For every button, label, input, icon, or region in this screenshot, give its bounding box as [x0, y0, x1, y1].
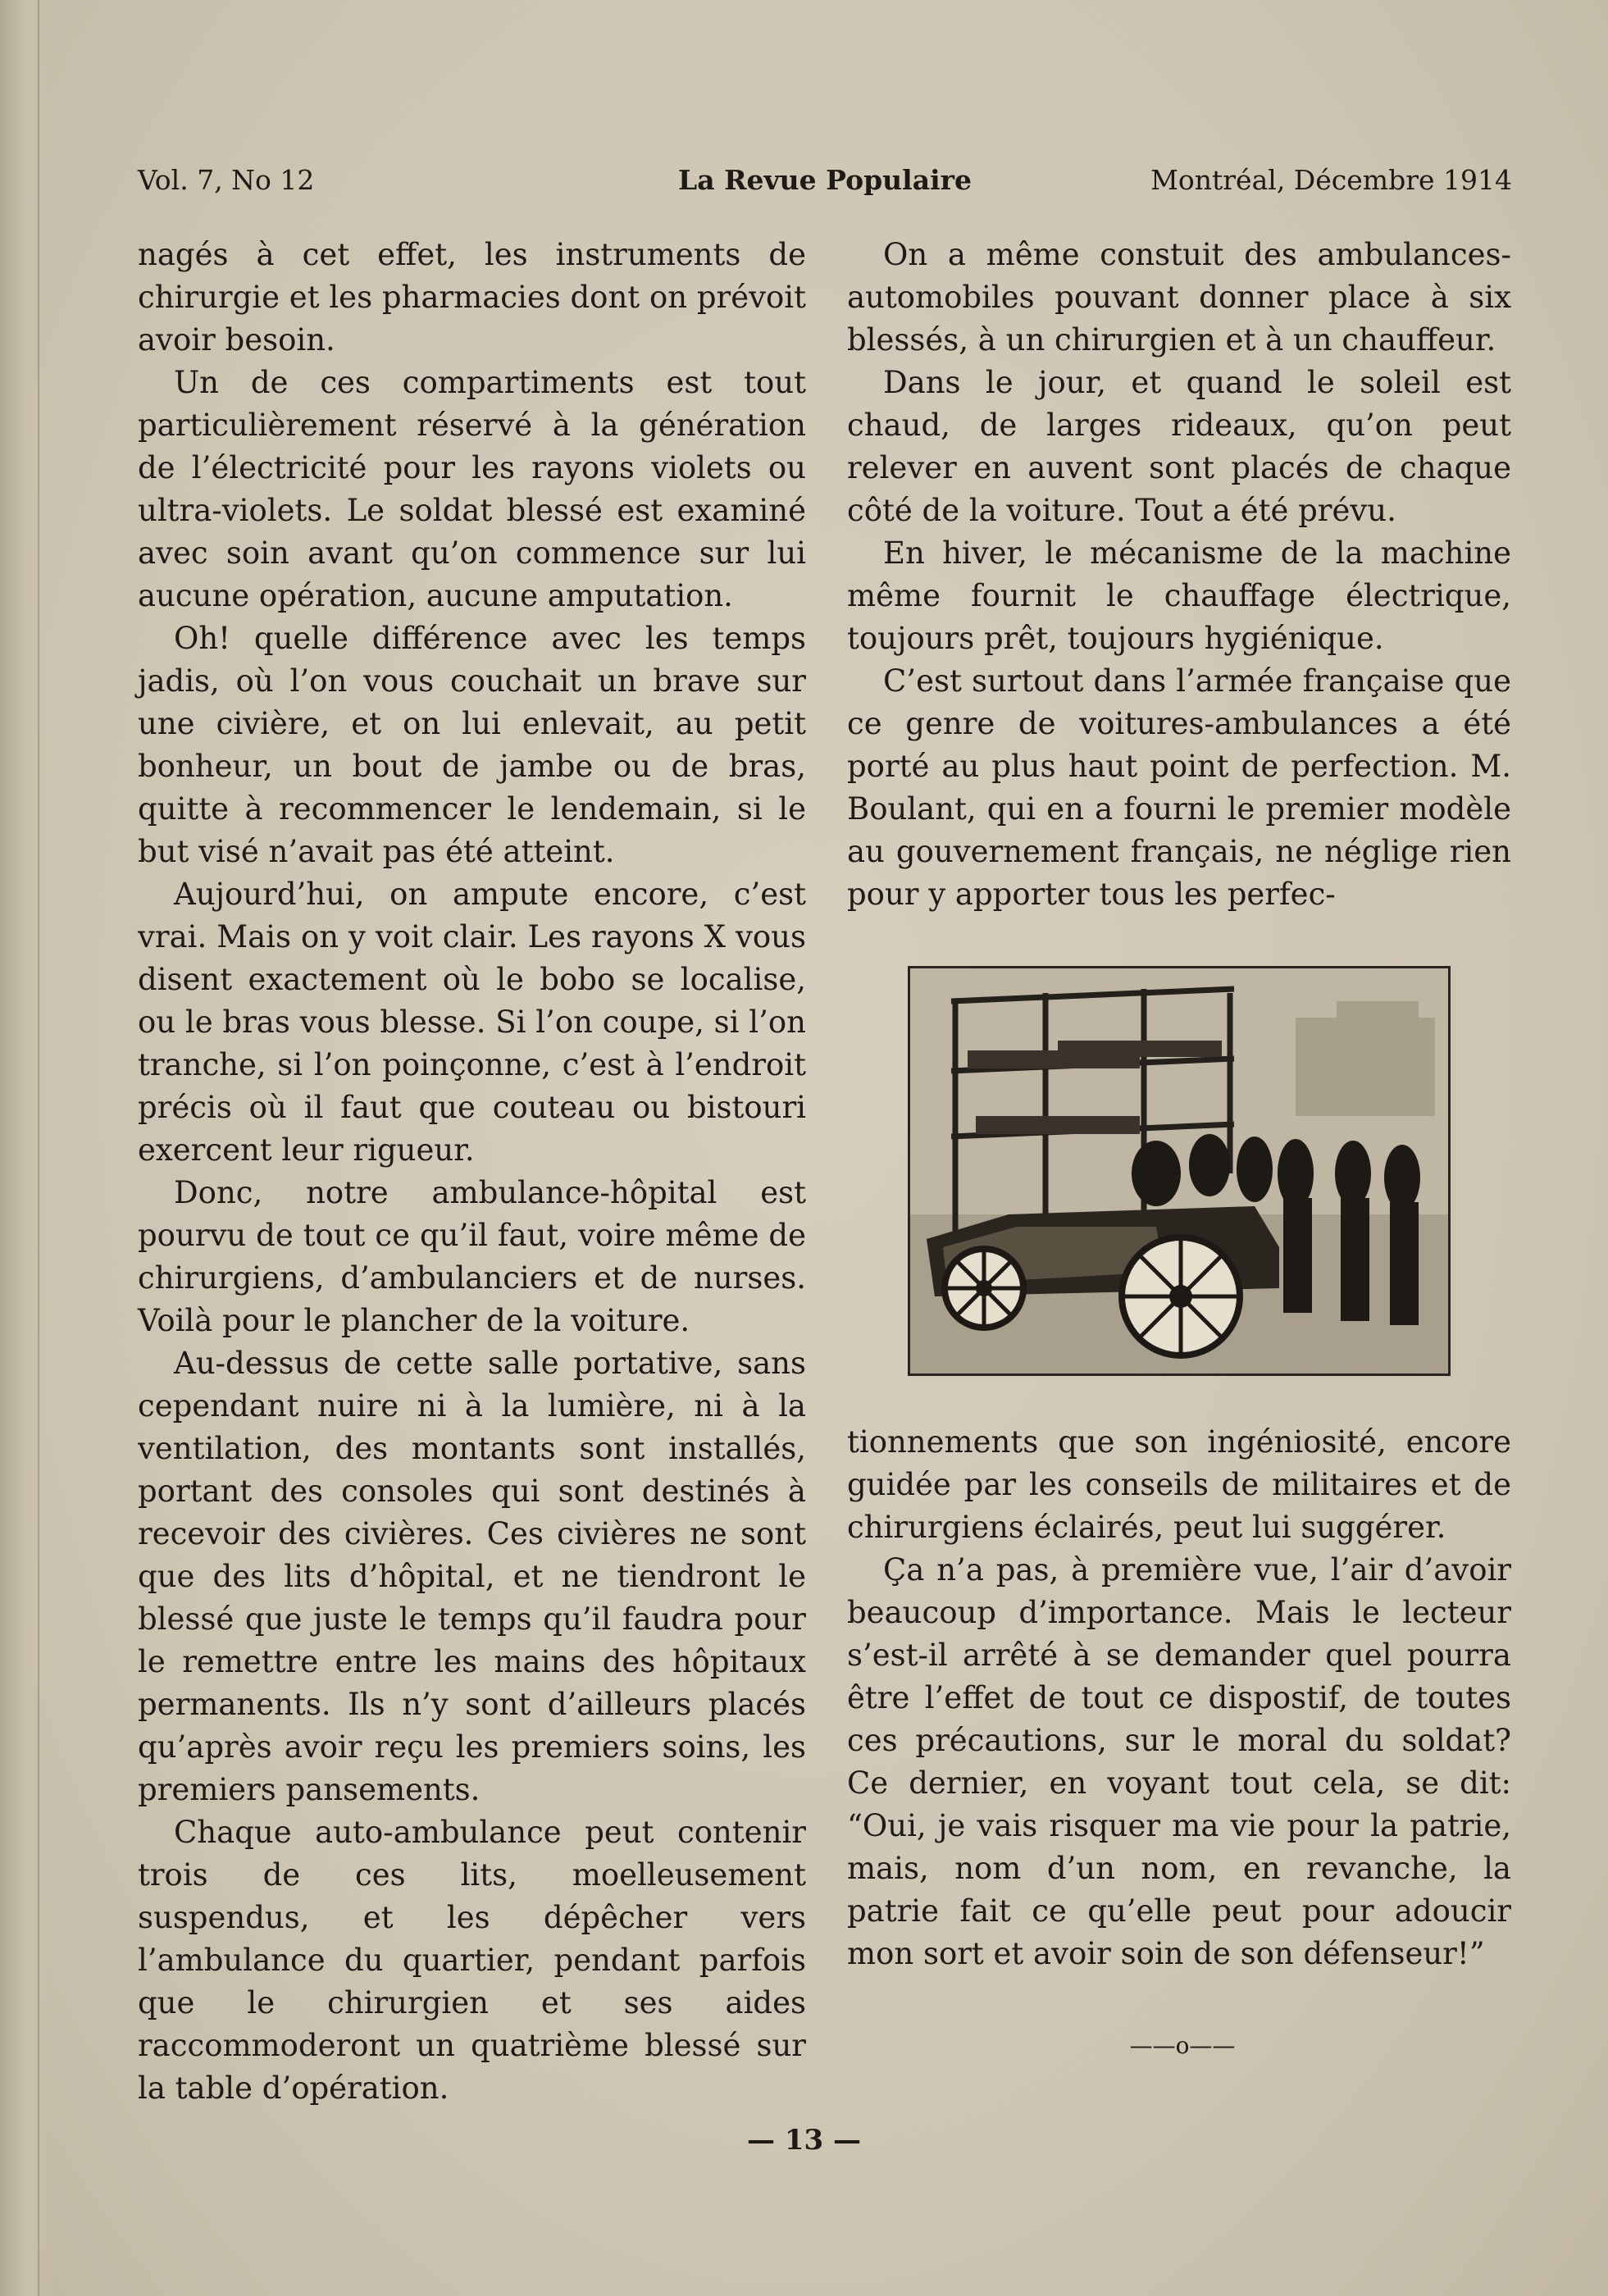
left-column [138, 234, 806, 2110]
binding-shadow [0, 0, 49, 2296]
section-separator: ——o—— [1129, 2032, 1236, 2059]
running-header [138, 164, 1512, 205]
paragraph: C’est surtout dans l’armée française que ce genre de voitures-ambulances a été porté au plus haut point de perfection. M. Boulant, qui en a fourni le premier modèle au gouvernement français, ne néglige rien pour y apporter tous les perfec- [847, 663, 1511, 912]
right-column-top [847, 234, 1511, 916]
header-journal-title: La Revue Populaire [678, 164, 972, 196]
paragraph: nagés à cet effet, les instruments de chirurgie et les pharmacies dont on prévoit avoir besoin. [138, 237, 806, 358]
header-date: Montréal, Décembre 1914 [1150, 164, 1512, 196]
header-volume: Vol. 7, No 12 [138, 164, 315, 196]
ambulance-car-illustration [910, 968, 1448, 1374]
paragraph: Donc, notre ambulance-hôpital est pourvu de tout ce qu’il faut, voire même de chirurgiens, d’ambulanciers et de nurses. Voilà pour le plancher de la voiture. [138, 1175, 806, 1338]
paragraph: On a même constuit des ambulances-automobiles pouvant donner place à six blessés, à un chirurgien et à un chauffeur. [847, 237, 1511, 358]
paragraph: En hiver, le mécanisme de la machine même fournit le chauffage électrique, toujours prêt, toujours hygiénique. [847, 535, 1511, 656]
paragraph: Ça n’a pas, à première vue, l’air d’avoir beaucoup d’importance. Mais le lecteur s’est-il arrêté à se demander quel pourra être l’effet de tout ce dispostif, de toutes ces précautions, sur le moral du soldat? Ce dernier, en voyant tout cela, se dit: “Oui, je vais risquer ma vie pour la patrie, mais, nom d’un nom, en revanche, la patrie fait ce qu’elle peut pour adoucir mon sort et avoir soin de son défenseur!” [847, 1552, 1511, 1971]
paragraph: tionnements que son ingéniosité, encore guidée par les conseils de militaires et de chirurgiens éclairés, peut lui suggérer. [847, 1424, 1511, 1545]
paragraph: Un de ces compartiments est tout particulièrement réservé à la génération de l’électricité pour les rayons violets ou ultra-violets. Le soldat blessé est examiné avec soin avant qu’on commence sur lui aucune opération, aucune amputation. [138, 365, 806, 613]
page-number: — 13 — [747, 2124, 861, 2157]
paragraph: Oh! quelle différence avec les temps jadis, où l’on vous couchait un brave sur une civière, et on lui enlevait, au petit bonheur, un bout de jambe ou de bras, quitte à recommencer le lendemain, si le but visé n’avait pas été atteint. [138, 621, 806, 869]
paragraph: Au-dessus de cette salle portative, sans cependant nuire ni à la lumière, ni à la ventilation, des montants sont installés, portant des consoles qui sont destinés à recevoir des civières. Ces civières ne sont que des lits d’hôpital, et ne tiendront le blessé que juste le temps qu’il faudra pour le remettre entre les mains des hôpitaux permanents. Ils n’y sont d’ailleurs placés qu’après avoir reçu les premiers soins, les premiers pansements. [138, 1346, 806, 1807]
ambulance-photo [908, 966, 1451, 1376]
paragraph: Aujourd’hui, on ampute encore, c’est vrai. Mais on y voit clair. Les rayons X vous disent exactement où le bobo se localise, ou le bras vous blesse. Si l’on coupe, si l’on tranche, si l’on poinçonne, c’est à l’endroit précis où il faut que couteau ou bistouri exercent leur rigueur. [138, 877, 806, 1168]
paragraph: Dans le jour, et quand le soleil est chaud, de larges rideaux, qu’on peut relever en auvent sont placés de chaque côté de la voiture. Tout a été prévu. [847, 365, 1511, 528]
binding-edge [38, 0, 39, 2296]
right-column-bottom [847, 1421, 1511, 1975]
paragraph: Chaque auto-ambulance peut contenir trois de ces lits, moelleusement suspendus, et les dépêcher vers l’ambulance du quartier, pendant parfois que le chirurgien et ses aides raccommoderont un quatrième blessé sur la table d’opération. [138, 1815, 806, 2106]
